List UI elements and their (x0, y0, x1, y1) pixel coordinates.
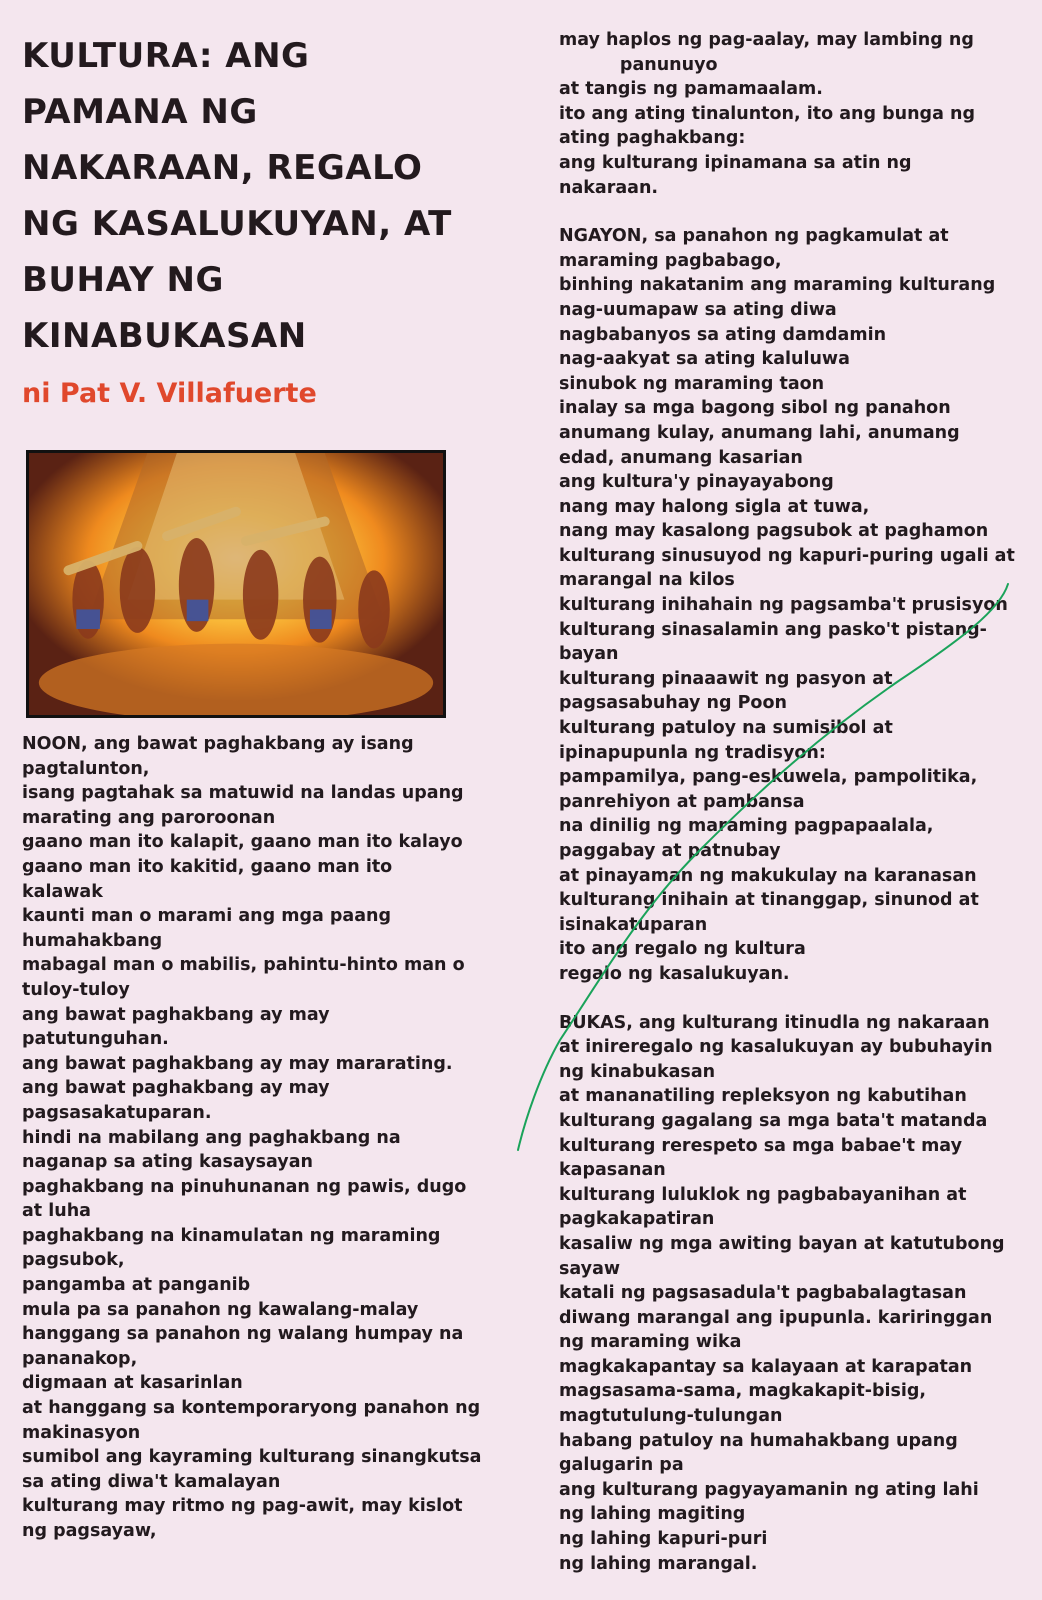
poem-line: mula pa sa panahon ng kawalang-malay (22, 1299, 419, 1320)
poem-line: may haplos ng pag-aalay, may lambing ng (559, 30, 974, 50)
poem-line: kulturang sinasalamin ang pasko't pistang- (559, 619, 987, 640)
poem-line: nag-uumapaw sa ating diwa (559, 299, 837, 320)
poem-line: sayaw (559, 1258, 621, 1279)
poem-line: nakaraan. (559, 177, 659, 198)
poem-line: sa ating diwa't kamalayan (22, 1471, 281, 1492)
poem-line: panunuyo (559, 54, 718, 75)
poem-line: ito ang ating tinalunton, ito ang bunga ng (559, 103, 975, 124)
poem-line: kulturang inihain at tinanggap, sinunod at (559, 890, 979, 911)
poem-line: makinasyon (22, 1422, 141, 1443)
poem-line: kulturang may ritmo ng pag-awit, may kislot (22, 1496, 463, 1517)
poem-line: ng pagsayaw, (22, 1521, 157, 1541)
poem-line: digmaan at kasarinlan (22, 1373, 243, 1394)
poem-line: diwang marangal ang ipupunla. kariringgan (559, 1307, 993, 1328)
poem-line: ng lahing magiting (559, 1504, 746, 1525)
poem-line: isinakatuparan (559, 914, 708, 935)
poem-line: kalawak (22, 881, 103, 902)
poem-line: na dinilig ng maraming pagpapaalala, (559, 816, 934, 837)
article-painting (26, 450, 446, 718)
poem-line: ang kultura'y pinayayabong (559, 472, 834, 493)
poem-line: patutunguhan. (22, 1029, 169, 1050)
poem-line: ng lahing kapuri-puri (559, 1529, 768, 1550)
poem-line: pampamilya, pang-eskuwela, pampolitika, (559, 767, 978, 788)
poem-line: maraming pagbabago, (559, 250, 782, 271)
poem-line: at tangis ng pamamaalam. (559, 79, 823, 100)
poem-line: pagsubok, (22, 1250, 125, 1271)
poem-line: panrehiyon at pambansa (559, 791, 805, 812)
poem-line: ng kinabukasan (559, 1061, 716, 1082)
poem-line: at hanggang sa kontemporaryong panahon ng (22, 1398, 481, 1419)
poem-line: nagbabanyos sa ating damdamin (559, 324, 887, 345)
poem-line: pananakop, (22, 1348, 138, 1369)
poem-line: gaano man ito kalapit, gaano man ito kalayo (22, 832, 463, 853)
poem-line: pangamba at panganib (22, 1275, 251, 1296)
poem-line: ang kulturang ipinamana sa atin ng (559, 152, 912, 173)
poem-line: kulturang pinaaawit ng pasyon at (559, 668, 893, 689)
poem-line: ito ang regalo ng kultura (559, 939, 806, 960)
poem-line: BUKAS, ang kulturang itinudla ng nakaraan (559, 1012, 990, 1033)
poem-line: ng lahing marangal. (559, 1553, 758, 1574)
poem-line: kasaliw ng mga awiting bayan at katutubong (559, 1233, 1005, 1254)
poem-line: edad, anumang kasarian (559, 447, 803, 468)
poem-line: isang pagtahak sa matuwid na landas upang (22, 783, 464, 804)
poem-line: pagtalunton, (22, 758, 150, 779)
left-text-column (22, 732, 497, 1544)
poem-line: tuloy-tuloy (22, 979, 130, 1000)
poem-line: at inireregalo ng kasalukuyan ay bubuhayin (559, 1037, 993, 1058)
right-text-column (559, 28, 1019, 1576)
poem-line: paghakbang na kinamulatan ng maraming (22, 1225, 441, 1246)
poem-line: kulturang gagalang sa mga bata't matanda (559, 1110, 988, 1131)
poem-line: kulturang luluklok ng pagbabayanihan at (559, 1184, 967, 1205)
poem-line: regalo ng kasalukuyan. (559, 963, 790, 984)
stanza-gap (559, 200, 1019, 224)
poem-line: nang may halong sigla at tuwa, (559, 496, 870, 517)
poem-line: kulturang rerespeto sa mga babae't may (559, 1135, 962, 1156)
poem-line: sinubok ng maraming taon (559, 373, 825, 394)
poem-line: ang bawat paghakbang ay may (22, 1004, 330, 1025)
poem-line: pagsasakatuparan. (22, 1102, 212, 1123)
poem-line: marating ang paroroonan (22, 807, 276, 828)
poem-line: kulturang sinusuyod ng kapuri-puring ugali at (559, 545, 1015, 566)
poem-line: ang bawat paghakbang ay may (22, 1078, 330, 1099)
poem-line: pagsasabuhay ng Poon (559, 693, 787, 714)
poem-line: NOON, ang bawat paghakbang ay isang (22, 734, 414, 754)
poem-line: katali ng pagsasadula't pagbabalagtasan (559, 1283, 967, 1304)
poem-line: ipinapupunla ng tradisyon: (559, 742, 826, 763)
poem-line: mabagal man o mabilis, pahintu-hinto man o (22, 955, 465, 976)
painting-illustration-icon (29, 453, 443, 715)
poem-line: nang may kasalong pagsubok at paghamon (559, 521, 989, 542)
poem-line: at luha (22, 1201, 91, 1222)
poem-line: ng maraming wika (559, 1332, 742, 1353)
poem-line: humahakbang (22, 930, 163, 951)
poem-line: marangal na kilos (559, 570, 735, 591)
poem-line: binhing nakatanim ang maraming kulturang (559, 275, 996, 296)
article-author: ni Pat V. Villafuerte (22, 378, 317, 409)
poem-line: gaano man ito kakitid, gaano man ito (22, 856, 393, 877)
poem-line: kapasanan (559, 1160, 666, 1181)
poem-line: paghakbang na pinuhunanan ng pawis, dugo (22, 1176, 467, 1197)
stanza-gap (559, 987, 1019, 1011)
poem-line: kulturang inihahain ng pagsamba't prusisyon (559, 595, 1008, 616)
poem-line: kulturang patuloy na sumisibol at (559, 718, 893, 739)
poem-line: kaunti man o marami ang mga paang (22, 906, 392, 927)
poem-line: magkakapantay sa kalayaan at karapatan (559, 1356, 973, 1377)
article-title: KULTURA: ANG PAMANA NG NAKARAAN, REGALO NG KASALUKUYAN, AT BUHAY NG KINABUKASAN (22, 36, 452, 356)
poem-line: ating paghakbang: (559, 128, 746, 149)
poem-line: inalay sa mga bagong sibol ng panahon (559, 398, 951, 419)
poem-line: ang kulturang pagyayamanin ng ating lahi (559, 1479, 979, 1500)
poem-line: NGAYON, sa panahon ng pagkamulat at (559, 226, 949, 247)
poem-line: pagkakapatiran (559, 1209, 715, 1230)
poem-line: magtutulung-tulungan (559, 1406, 783, 1427)
poem-line: at mananatiling repleksyon ng kabutihan (559, 1086, 967, 1107)
poem-line: nag-aakyat sa ating kaluluwa (559, 349, 850, 370)
poem-line: magsasama-sama, magkakapit-bisig, (559, 1381, 927, 1402)
poem-line: paggabay at patnubay (559, 841, 781, 861)
poem-line: hanggang sa panahon ng walang humpay na (22, 1324, 464, 1345)
poem-line: bayan (559, 644, 619, 665)
poem-line: sumibol ang kayraming kulturang sinangkutsa (22, 1447, 482, 1468)
poem-line: naganap sa ating kasaysayan (22, 1152, 313, 1173)
poem-line: anumang kulay, anumang lahi, anumang (559, 422, 960, 443)
poem-line: at pinayaman ng makukulay na karanasan (559, 865, 977, 886)
poem-line: galugarin pa (559, 1455, 684, 1476)
poem-line: habang patuloy na humahakbang upang (559, 1430, 958, 1451)
poem-line: ang bawat paghakbang ay may mararating. (22, 1053, 453, 1074)
poem-line: hindi na mabilang ang paghakbang na (22, 1127, 401, 1148)
